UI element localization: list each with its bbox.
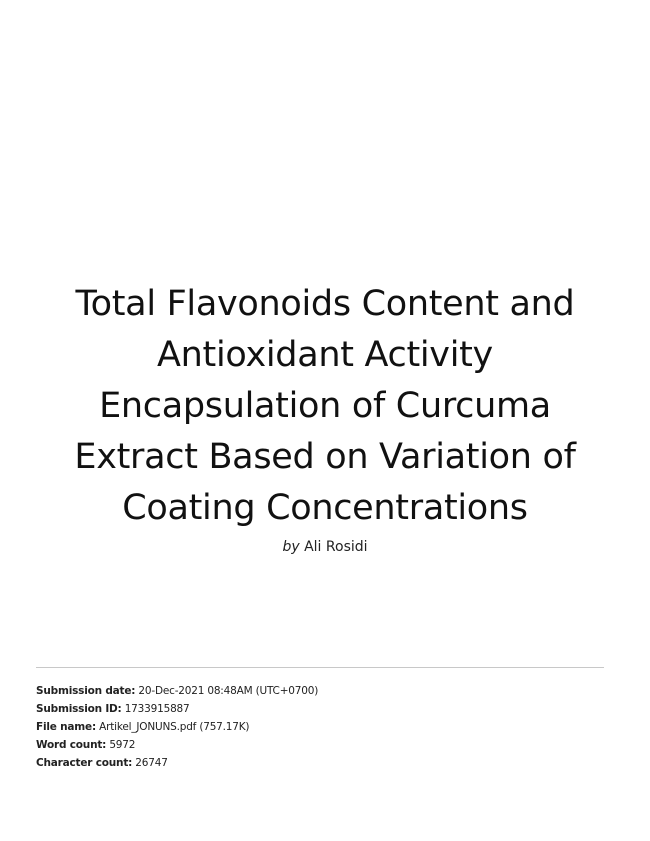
file-name-value: Artikel_JONUNS.pdf (757.17K) <box>99 721 250 733</box>
submission-date-label: Submission date: <box>36 685 136 697</box>
document-title <box>20 279 630 534</box>
character-count-value: 26747 <box>135 757 168 769</box>
submission-date-value: 20-Dec-2021 08:48AM (UTC+0700) <box>138 685 319 697</box>
title-line: Antioxidant Activity <box>157 335 493 375</box>
title-line: Total Flavonoids Content and <box>75 284 575 324</box>
submission-id-label: Submission ID: <box>36 703 122 715</box>
byline-prefix: by <box>282 539 300 555</box>
submission-date-row <box>36 682 318 700</box>
title-block <box>20 279 630 556</box>
author-name: Ali Rosidi <box>304 539 368 555</box>
file-name-label: File name: <box>36 721 96 733</box>
author-byline <box>20 538 630 556</box>
word-count-row <box>36 736 318 754</box>
submission-id-value: 1733915887 <box>124 703 190 715</box>
submission-details <box>36 682 318 772</box>
file-name-row <box>36 718 318 736</box>
divider <box>36 667 604 668</box>
title-line: Extract Based on Variation of <box>74 437 576 477</box>
title-line: Encapsulation of Curcuma <box>99 386 551 426</box>
submission-id-row <box>36 700 318 718</box>
character-count-row <box>36 754 318 772</box>
title-line: Coating Concentrations <box>122 488 528 528</box>
word-count-value: 5972 <box>109 739 136 751</box>
word-count-label: Word count: <box>36 739 107 751</box>
character-count-label: Character count: <box>36 757 133 769</box>
